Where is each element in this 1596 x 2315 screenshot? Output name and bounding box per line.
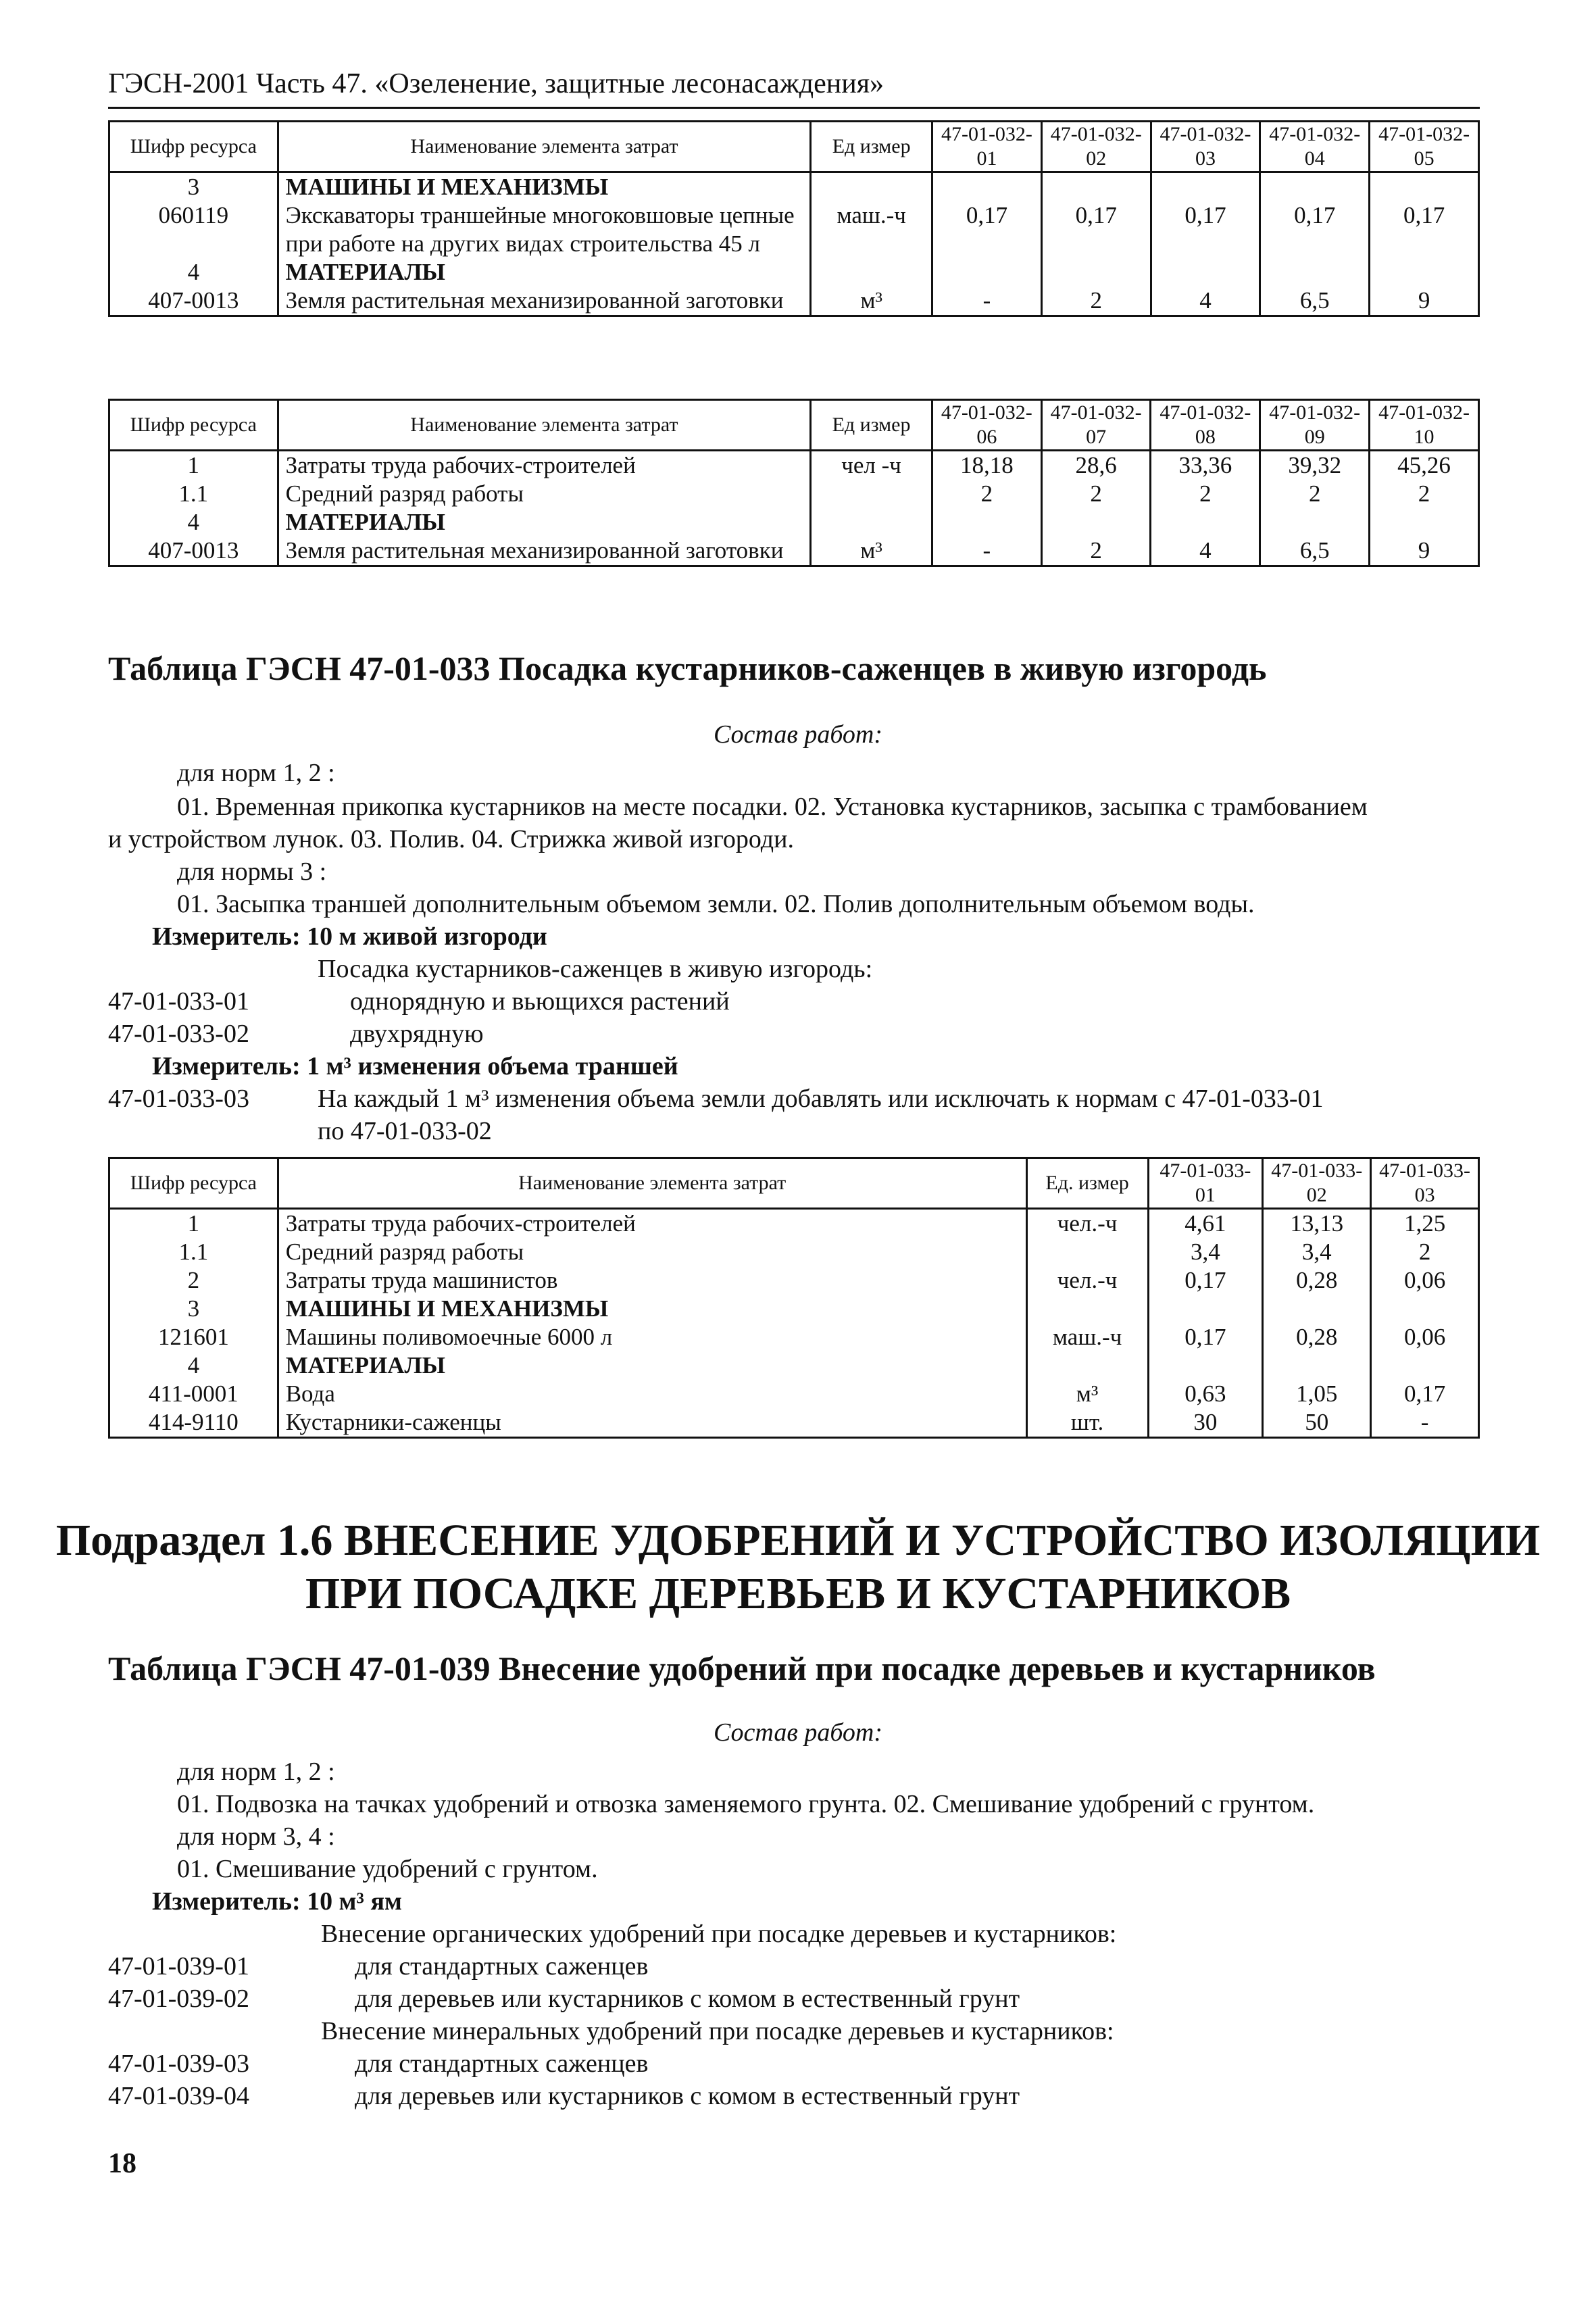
value-cell [1041, 258, 1151, 287]
norm-text: для деревьев или кустарников с комом в естественный грунт [355, 1985, 1020, 2013]
header-norm: 47-01-032-02 [1041, 122, 1151, 172]
measure-unit: Измеритель: 10 м³ ям [152, 1887, 402, 1916]
norm-code: 47-01-039-02 [108, 1985, 249, 2013]
norm-text: для стандартных саженцев [355, 2049, 649, 2078]
value-cell [1370, 172, 1479, 202]
resource-name: Экскаваторы траншейные многоковшовые цепные при работе на других видах строительства 45 л [278, 201, 811, 258]
value-cell: 0,28 [1263, 1323, 1371, 1351]
unit-cell: маш.-ч [811, 201, 932, 258]
table-row [109, 1351, 1479, 1380]
unit-cell: чел.-ч [1026, 1266, 1148, 1295]
value-cell [1148, 1295, 1263, 1323]
value-cell: 0,17 [1371, 1380, 1479, 1408]
unit-cell: м³ [811, 537, 932, 566]
unit-cell: чел.-ч [1026, 1209, 1148, 1239]
value-cell: 6,5 [1260, 287, 1370, 316]
header-norm: 47-01-032-01 [932, 122, 1042, 172]
value-cell: 9 [1370, 287, 1479, 316]
resource-code: 4 [109, 1351, 278, 1380]
value-cell: 4 [1151, 537, 1260, 566]
resource-name: МАТЕРИАЛЫ [278, 508, 811, 537]
value-cell: - [932, 537, 1041, 566]
value-cell: 13,13 [1263, 1209, 1371, 1239]
header-norm: 47-01-032-06 [932, 400, 1041, 451]
resource-name: Земля растительная механизированной заготовки [278, 537, 811, 566]
measure-unit: Измеритель: 1 м³ изменения объема траншей [152, 1052, 678, 1080]
header-norm: 47-01-032-04 [1260, 122, 1370, 172]
subsection-title-line: ПРИ ПОСАДКЕ ДЕРЕВЬЕВ И КУСТАРНИКОВ [305, 1569, 1291, 1619]
unit-cell: чел -ч [811, 451, 932, 480]
header-norm: 47-01-032-07 [1041, 400, 1151, 451]
resource-name: МАШИНЫ И МЕХАНИЗМЫ [278, 1295, 1026, 1323]
value-cell: 9 [1370, 537, 1479, 566]
resource-name: Затраты труда машинистов [278, 1266, 1026, 1295]
resource-code: 1.1 [109, 480, 278, 508]
table-row [109, 172, 1479, 202]
table-row [109, 537, 1479, 566]
resource-name: МАШИНЫ И МЕХАНИЗМЫ [278, 172, 811, 202]
norm-intro: Посадка кустарников-саженцев в живую изгородь: [318, 955, 873, 983]
resource-code: 407-0013 [109, 537, 278, 566]
table-row [109, 287, 1479, 316]
unit-cell [811, 480, 932, 508]
resource-code: 2 [109, 1266, 278, 1295]
resource-table-033 [108, 1157, 1480, 1439]
value-cell: 39,32 [1260, 451, 1370, 480]
value-cell [1370, 258, 1479, 287]
resource-code: 4 [109, 258, 278, 287]
norm-text: На каждый 1 м³ изменения объема земли добавлять или исключать к нормам с 47-01-033-01 [318, 1085, 1324, 1113]
table-row [109, 201, 1479, 258]
value-cell [1151, 508, 1260, 537]
value-cell: 1,05 [1263, 1380, 1371, 1408]
resource-name: Вода [278, 1380, 1026, 1408]
value-cell: 28,6 [1041, 451, 1151, 480]
work-line: 01. Засыпка траншей дополнительным объемом земли. 02. Полив дополнительным объемом воды. [177, 890, 1255, 918]
value-cell: 3,4 [1148, 1238, 1263, 1266]
value-cell [1151, 258, 1260, 287]
header-norm: 47-01-033-01 [1148, 1158, 1263, 1209]
header-norm: 47-01-032-05 [1370, 122, 1479, 172]
unit-cell: шт. [1026, 1408, 1148, 1438]
value-cell: 2 [1151, 480, 1260, 508]
resource-code: 060119 [109, 201, 278, 258]
table-title-039: Таблица ГЭСН 47-01-039 Внесение удобрений при посадке деревьев и кустарников [108, 1649, 1376, 1687]
value-cell [1260, 172, 1370, 202]
value-cell [932, 508, 1041, 537]
work-line: для норм 1, 2 : [177, 1758, 335, 1786]
work-line: для норм 1, 2 : [177, 759, 335, 787]
running-header: ГЭСН-2001 Часть 47. «Озеленение, защитные лесонасаждения» [108, 68, 884, 99]
subsection-title-line: Подраздел 1.6 ВНЕСЕНИЕ УДОБРЕНИЙ И УСТРОЙСТВО ИЗОЛЯЦИИ [55, 1516, 1541, 1565]
table-row [109, 1209, 1479, 1239]
table-row [109, 508, 1479, 537]
value-cell: 4,61 [1148, 1209, 1263, 1239]
value-cell [1151, 172, 1260, 202]
value-cell: 0,17 [1370, 201, 1479, 258]
resource-name: Машины поливомоечные 6000 л [278, 1323, 1026, 1351]
header-unit: Ед измер [811, 400, 932, 451]
value-cell: 4 [1151, 287, 1260, 316]
value-cell: 18,18 [932, 451, 1041, 480]
unit-cell [1026, 1238, 1148, 1266]
value-cell [1148, 1351, 1263, 1380]
value-cell: 0,17 [1148, 1266, 1263, 1295]
value-cell: 0,06 [1371, 1266, 1479, 1295]
value-cell [1041, 508, 1151, 537]
value-cell: 2 [932, 480, 1041, 508]
header-name: Наименование элемента затрат [278, 1158, 1026, 1209]
value-cell [1260, 258, 1370, 287]
norm-code: 47-01-033-01 [108, 987, 249, 1016]
unit-cell [811, 258, 932, 287]
value-cell: 45,26 [1370, 451, 1479, 480]
resource-code: 4 [109, 508, 278, 537]
sostav-label-033: Состав работ: [713, 720, 883, 749]
table-row [109, 480, 1479, 508]
value-cell: 30 [1148, 1408, 1263, 1438]
value-cell: 0,17 [932, 201, 1042, 258]
norm-code: 47-01-039-01 [108, 1952, 249, 1981]
norm-code: 47-01-039-04 [108, 2082, 249, 2110]
value-cell: 3,4 [1263, 1238, 1371, 1266]
header-norm: 47-01-032-03 [1151, 122, 1260, 172]
sostav-label-039: Состав работ: [713, 1718, 883, 1747]
table-row [109, 1380, 1479, 1408]
measure-unit: Измеритель: 10 м живой изгороди [152, 922, 547, 951]
norm-text: двухрядную [350, 1020, 484, 1048]
value-cell [1260, 508, 1370, 537]
work-line: для нормы 3 : [177, 857, 327, 886]
value-cell: 0,28 [1263, 1266, 1371, 1295]
table-row [109, 451, 1479, 480]
table-row [109, 1266, 1479, 1295]
header-name: Наименование элемента затрат [278, 400, 811, 451]
resource-table-032-b [108, 399, 1480, 567]
header-norm: 47-01-032-09 [1260, 400, 1370, 451]
norm-text: однорядную и вьющихся растений [350, 987, 730, 1016]
table-row [109, 258, 1479, 287]
value-cell: 0,17 [1260, 201, 1370, 258]
value-cell: 2 [1041, 287, 1151, 316]
norm-intro: Внесение минеральных удобрений при посадке деревьев и кустарников: [321, 2017, 1114, 2045]
resource-name: МАТЕРИАЛЫ [278, 1351, 1026, 1380]
header-norm: 47-01-032-10 [1370, 400, 1479, 451]
value-cell: 33,36 [1151, 451, 1260, 480]
header-rule [108, 107, 1480, 109]
resource-code: 1.1 [109, 1238, 278, 1266]
unit-cell: м³ [811, 287, 932, 316]
resource-name: Средний разряд работы [278, 480, 811, 508]
header-unit: Ед. измер [1026, 1158, 1148, 1209]
resource-code: 411-0001 [109, 1380, 278, 1408]
unit-cell [811, 508, 932, 537]
table-row [109, 1238, 1479, 1266]
resource-code: 3 [109, 1295, 278, 1323]
value-cell: 0,17 [1151, 201, 1260, 258]
work-line: 01. Временная прикопка кустарников на месте посадки. 02. Установка кустарников, засыпка с трамбованием [177, 793, 1368, 821]
resource-name: Средний разряд работы [278, 1238, 1026, 1266]
resource-code: 121601 [109, 1323, 278, 1351]
header-norm: 47-01-032-08 [1151, 400, 1260, 451]
value-cell: - [1371, 1408, 1479, 1438]
value-cell: 2 [1370, 480, 1479, 508]
norm-intro: Внесение органических удобрений при посадке деревьев и кустарников: [321, 1920, 1117, 1948]
value-cell: 1,25 [1371, 1209, 1479, 1239]
unit-cell [1026, 1295, 1148, 1323]
norm-code: 47-01-033-02 [108, 1020, 249, 1048]
value-cell: 0,63 [1148, 1380, 1263, 1408]
resource-code: 407-0013 [109, 287, 278, 316]
value-cell [1370, 508, 1479, 537]
unit-cell [811, 172, 932, 202]
resource-name: Кустарники-саженцы [278, 1408, 1026, 1438]
value-cell: 0,06 [1371, 1323, 1479, 1351]
resource-name: Затраты труда рабочих-строителей [278, 1209, 1026, 1239]
value-cell [932, 258, 1042, 287]
value-cell [1263, 1351, 1371, 1380]
value-cell [1041, 172, 1151, 202]
norm-code: 47-01-039-03 [108, 2049, 249, 2078]
header-code: Шифр ресурса [109, 122, 278, 172]
value-cell: 0,17 [1148, 1323, 1263, 1351]
work-line: 01. Подвозка на тачках удобрений и отвозка заменяемого грунта. 02. Смешивание удобрений с грунтом. [177, 1790, 1315, 1818]
resource-code: 3 [109, 172, 278, 202]
norm-text: по 47-01-033-02 [318, 1117, 492, 1145]
resource-name: Земля растительная механизированной заготовки [278, 287, 811, 316]
header-unit: Ед измер [811, 122, 932, 172]
unit-cell: м³ [1026, 1380, 1148, 1408]
value-cell: - [932, 287, 1042, 316]
value-cell [1371, 1351, 1479, 1380]
value-cell: 6,5 [1260, 537, 1370, 566]
value-cell: 50 [1263, 1408, 1371, 1438]
value-cell: 0,17 [1041, 201, 1151, 258]
resource-code: 414-9110 [109, 1408, 278, 1438]
table-row [109, 1323, 1479, 1351]
table-title-033: Таблица ГЭСН 47-01-033 Посадка кустарников-саженцев в живую изгородь [108, 649, 1267, 687]
header-code: Шифр ресурса [109, 400, 278, 451]
work-line: и устройством лунок. 03. Полив. 04. Стрижка живой изгороди. [108, 825, 794, 853]
resource-name: МАТЕРИАЛЫ [278, 258, 811, 287]
value-cell: 2 [1041, 537, 1151, 566]
resource-code: 1 [109, 1209, 278, 1239]
value-cell [932, 172, 1042, 202]
unit-cell: маш.-ч [1026, 1323, 1148, 1351]
value-cell: 2 [1041, 480, 1151, 508]
table-row [109, 1408, 1479, 1438]
unit-cell [1026, 1351, 1148, 1380]
header-norm: 47-01-033-02 [1263, 1158, 1371, 1209]
table-row [109, 1295, 1479, 1323]
header-norm: 47-01-033-03 [1371, 1158, 1479, 1209]
subsection-title [0, 1514, 1596, 1620]
norm-text: для деревьев или кустарников с комом в естественный грунт [355, 2082, 1020, 2110]
header-name: Наименование элемента затрат [278, 122, 811, 172]
value-cell: 2 [1260, 480, 1370, 508]
value-cell [1371, 1295, 1479, 1323]
work-line: 01. Смешивание удобрений с грунтом. [177, 1855, 598, 1883]
resource-name: Затраты труда рабочих-строителей [278, 451, 811, 480]
norm-code: 47-01-033-03 [108, 1085, 249, 1113]
work-line: для норм 3, 4 : [177, 1822, 335, 1851]
norm-text: для стандартных саженцев [355, 1952, 649, 1981]
value-cell [1263, 1295, 1371, 1323]
header-code: Шифр ресурса [109, 1158, 278, 1209]
page-number: 18 [108, 2148, 136, 2179]
value-cell: 2 [1371, 1238, 1479, 1266]
resource-code: 1 [109, 451, 278, 480]
resource-table-032-a [108, 120, 1480, 317]
